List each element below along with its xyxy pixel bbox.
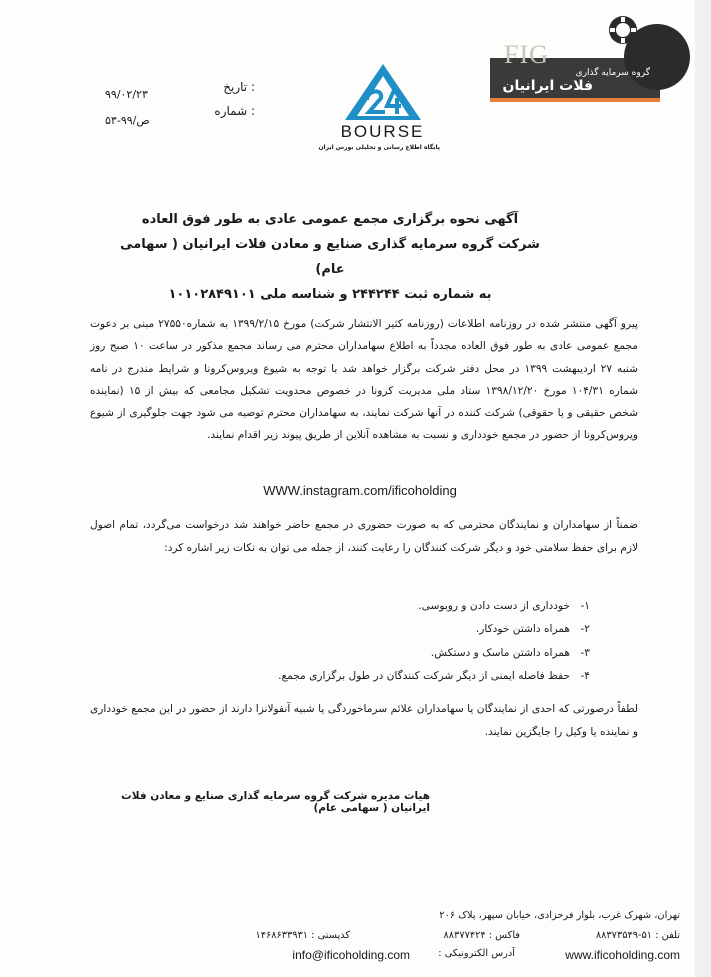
footer-postal: کدپستی : ۱۴۶۸۶۳۳۹۳۱ <box>255 930 350 941</box>
body-paragraph-3: لطفاً درصورتی که احدی از نمایندگان یا سهامداران علائم سرماخوردگی یا شبیه آنفولانزا دارند از حضور در این مجمع خودداری و نماینده یا وکیل را جایگزین نمایند. <box>90 703 638 738</box>
list-item-number: ۲- <box>580 623 590 636</box>
board-signature: هیات مدیره شرکت گروه سرمایه گذاری صنایع و معادن فلات ایرانیان ( سهامی عام) <box>121 790 430 814</box>
company-logo <box>490 12 690 112</box>
number-value: ص/۹۹-۵۳ <box>105 114 150 127</box>
logo-line1: گروه سرمایه گذاری <box>575 68 650 78</box>
number-label: شماره : <box>214 104 255 118</box>
title-line3: به شماره ثبت ۲۴۴۲۴۴ و شناسه ملی ۱۰۱۰۲۸۴۹۱۰۱ <box>168 287 492 302</box>
bourse-logo <box>318 62 440 157</box>
scan-edge <box>695 0 711 977</box>
title-line1: آگهی نحوه برگزاری مجمع عمومی عادی به طور فوق العاده <box>141 212 519 227</box>
list-item <box>250 595 590 618</box>
bourse-tagline: پایگاه اطلاع رسانی و تحلیلی بورس ایران <box>318 144 440 151</box>
list-item-number: ۴- <box>580 669 590 682</box>
list-item-text: همراه داشتن ماسک و دستکش. <box>430 646 570 659</box>
footer-website[interactable]: www.ificoholding.com <box>565 948 680 962</box>
list-item <box>250 642 590 665</box>
list-item-text: خودداری از دست دادن و روبوسی. <box>418 600 570 612</box>
bourse-triangle-icon <box>343 62 423 122</box>
bourse-wordmark: BOURSE <box>340 122 425 141</box>
instagram-link[interactable]: WWW.instagram.com/ificoholding <box>263 483 457 498</box>
notice-titles <box>120 207 540 307</box>
list-item-text: همراه داشتن خودکار. <box>475 623 570 636</box>
footer-email[interactable]: info@ificoholding.com <box>292 948 410 962</box>
body-paragraph-2: ضمناً از سهامداران و نمایندگان محترمی که به صورت حضوری در مجمع حاضر خواهند شد درخواست می‌گردد، تمام اصول لازم برای حفظ سلامتی خود و دیگر شرکت کنندگان را رعایت کنند، از جمله می توان به نکات زیر اشاره کرد: <box>90 519 638 554</box>
footer-fax: فاکس : ۸۸۳۷۷۴۲۴ <box>443 930 520 941</box>
date-label: تاریخ : <box>223 80 255 94</box>
footer-email-label: آدرس الکترونیکی : <box>438 948 515 959</box>
footer-phone: تلفن : ۵۱-۸۸۳۷۳۵۴۹ <box>595 930 680 941</box>
list-item-number: ۳- <box>580 646 590 659</box>
paragraph-1-text: پیرو آگهی منتشر شده در روزنامه اطلاعات (روزنامه کثیر الانتشار شرکت) مورخ ۱۳۹۹/۲/۱۵ به شماره۲۷۵۵۰ مبنی بر دعوت مجمع عمومی عادی به طور فوق العاده مجدداً به اطلاع سهامداران محترم می رساند مجمع مذکور در ساعت ۱۰ صبح روز شنبه ۲۷ اردیبهشت ۱۳۹۹ در محل دفتر شرکت برگزار خواهد شد با توجه به شیوع ویروس‌کرونا و شرایط مندرج در نامه شماره ۱۰۴/۳۱ مورخ ۱۳۹۸/۱۲/۲۰ ستاد ملی مدیریت کرونا در خصوص محدویت تشکیل مجامعی که بیش از ۱۵ (نماینده شخص حقیقی و یا حقوقی) شرکت کننده در آنها شرکت نمایند، به سهامداران محترم توصیه می شود جهت جلوگیری از شیوع ویروس‌کرونا از حضور در مجمع خودداری و نسبت به مشاهده آنلاین از طریق پیوند زیر اقدام نمایند. <box>90 318 639 442</box>
list-item-text: حفظ فاصله ایمنی از دیگر شرکت کنندگان در طول برگزاری مجمع. <box>278 669 570 682</box>
date-value: ۹۹/۰۲/۲۳ <box>105 88 148 101</box>
list-item-number: ۱- <box>580 600 590 612</box>
logo-line2: فلات ایرانیان <box>502 78 593 94</box>
body-paragraph-1 <box>90 313 638 447</box>
list-item <box>250 618 590 641</box>
logo-brand-letters: FIG <box>504 40 549 69</box>
title-line2: شرکت گروه سرمایه گذاری صنایع و معادن فلات ایرانیان ( سهامی عام) <box>120 237 540 277</box>
footer <box>120 910 680 965</box>
precautions-list <box>250 595 590 688</box>
list-item <box>250 665 590 688</box>
footer-address: تهران، شهرک غرب، بلوار فرحزادی، خیابان سپهر، پلاک ۲۰۶ <box>439 910 680 921</box>
document-meta <box>105 80 265 130</box>
